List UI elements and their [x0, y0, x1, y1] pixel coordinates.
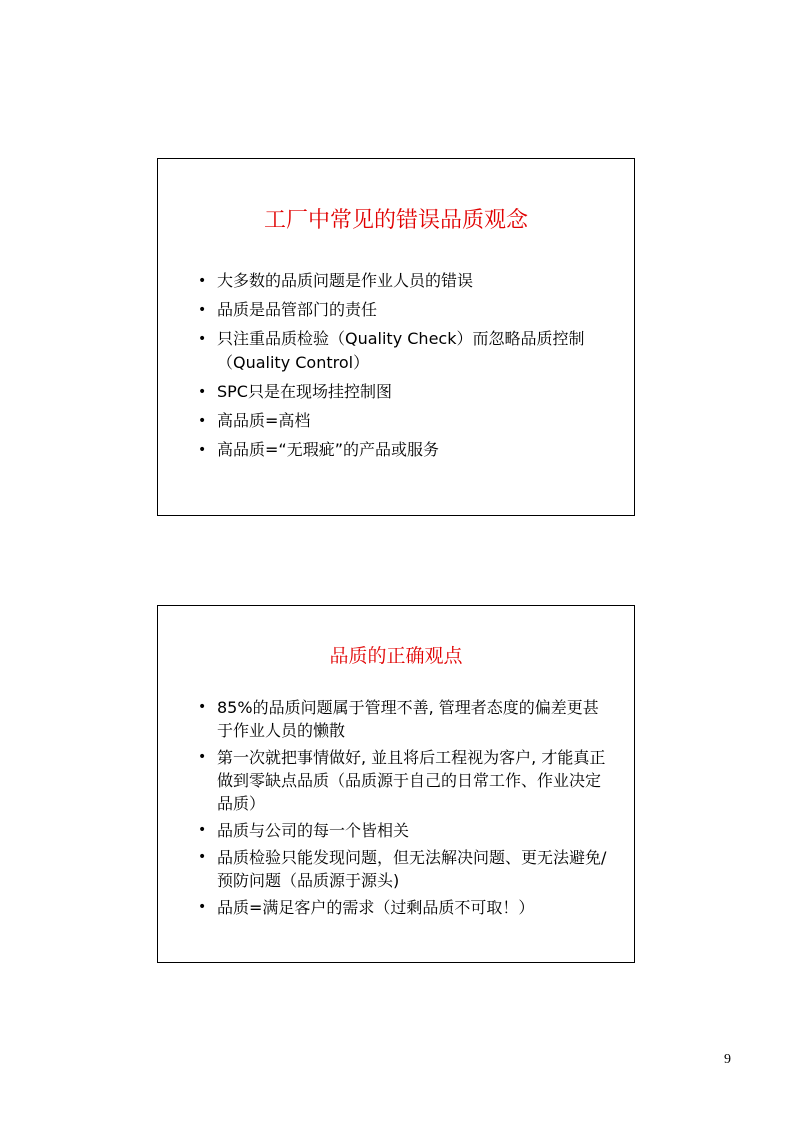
bullet-text: 85%的品质问题属于管理不善, 管理者态度的偏差更甚于作业人员的懒散 — [217, 698, 599, 740]
bullet-icon: • — [198, 749, 207, 765]
list-item — [196, 409, 614, 433]
page-number: 9 — [724, 1052, 731, 1067]
list-item — [196, 746, 614, 815]
bullet-icon: • — [198, 699, 207, 715]
bullet-icon: • — [198, 384, 207, 400]
bullet-icon: • — [198, 822, 207, 838]
bullet-text: 第一次就把事情做好, 並且将后工程视为客户, 才能真正做到零缺点品质（品质源于自己的日常工作、作业决定品质） — [217, 748, 606, 813]
bullet-icon: • — [198, 899, 207, 915]
bullet-text: 高品质=高档 — [217, 411, 311, 430]
bullet-text: 只注重品质检验（Quality Check）而忽略品质控制（Quality Control） — [217, 329, 585, 372]
list-item — [196, 269, 614, 293]
list-item — [196, 438, 614, 462]
bullet-icon: • — [198, 302, 207, 318]
bullet-icon: • — [198, 413, 207, 429]
bullet-text: 品质与公司的每一个皆相关 — [217, 821, 410, 840]
list-item — [196, 327, 614, 375]
slide-title: 工厂中常见的错误品质观念 — [263, 208, 528, 233]
bullet-text: SPC只是在现场挂控制图 — [217, 382, 392, 401]
list-item — [196, 846, 614, 892]
bullet-icon: • — [198, 273, 207, 289]
bullet-text: 品质是品管部门的责任 — [217, 300, 378, 319]
slide-card-2 — [157, 605, 635, 963]
list-item — [196, 696, 614, 742]
list-item — [196, 896, 614, 919]
bullet-list — [196, 696, 614, 923]
bullet-text: 高品质=“无瑕疵”的产品或服务 — [217, 440, 439, 459]
list-item — [196, 380, 614, 404]
slide-title: 品质的正确观点 — [329, 645, 463, 667]
bullet-text: 大多数的品质问题是作业人员的错误 — [217, 271, 474, 290]
bullet-text: 品质=满足客户的需求（过剩品质不可取！） — [217, 898, 535, 917]
bullet-text: 品质检验只能发现问题，但无法解决问题、更无法避免/预防问题（品质源于源头) — [217, 848, 607, 890]
list-item — [196, 298, 614, 322]
list-item — [196, 819, 614, 842]
bullet-icon: • — [198, 849, 207, 865]
bullet-list — [196, 269, 614, 467]
slide-card-1 — [157, 158, 635, 516]
bullet-icon: • — [198, 331, 207, 347]
bullet-icon: • — [198, 442, 207, 458]
